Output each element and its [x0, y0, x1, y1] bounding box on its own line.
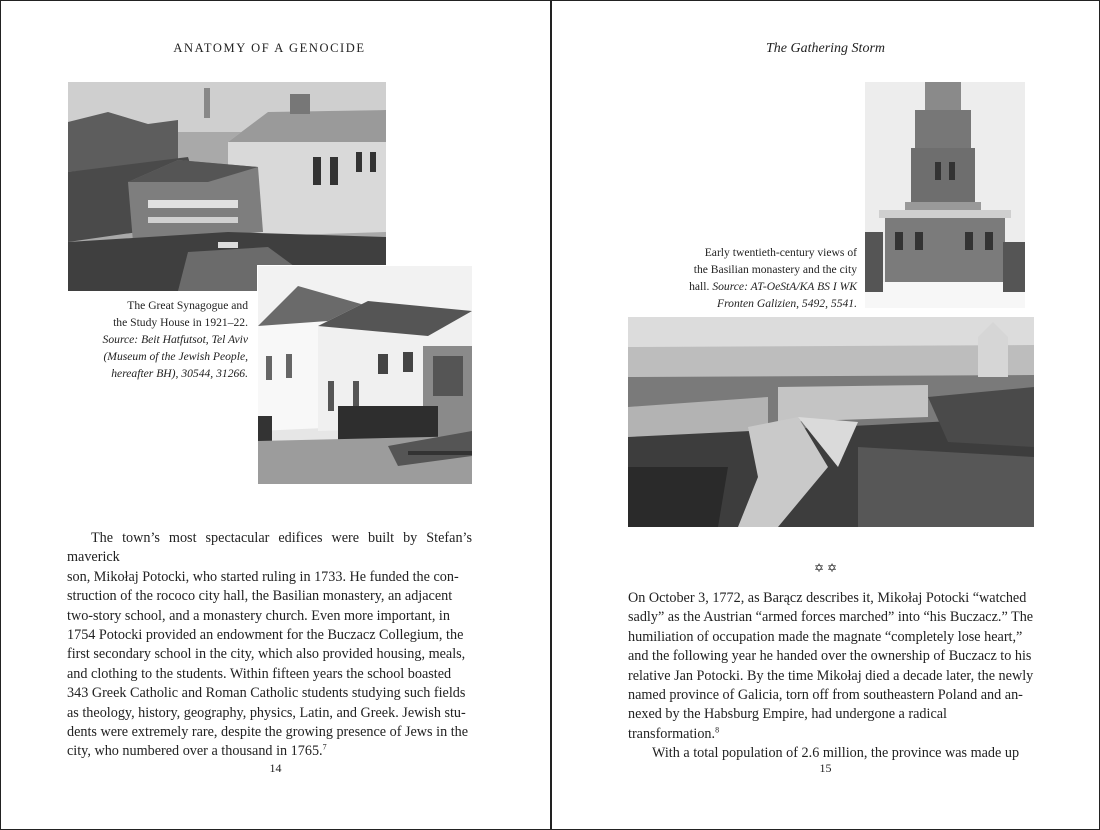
- city-hall-photo: [865, 82, 1025, 308]
- caption-source: (Museum of the Jewish People,: [103, 350, 248, 363]
- text-line: dents were extremely rare, despite the growing presence of Jews in the: [67, 724, 469, 741]
- text-line: [67, 742, 472, 761]
- text-line: son, Mikołaj Potocki, who started ruling in 1733. He funded the con-: [67, 568, 459, 585]
- text-line: and clothing to the students. Within fifteen years the school boasted: [67, 665, 452, 682]
- text-line: as theology, history, geography, physics, Latin, and Greek. Jewish stu-: [67, 704, 466, 721]
- caption-source: hereafter BH), 30544, 31266.: [111, 367, 248, 380]
- left-body-text: [67, 529, 472, 762]
- text-line: named province of Galicia, torn off from southeastern Poland and an-: [628, 687, 1023, 704]
- right-figure-caption: [652, 244, 857, 312]
- text-line: sadly” as the Austrian “armed forces marched” into “his Buczacz.” The: [628, 609, 1034, 626]
- caption-line-text: hall.: [689, 280, 710, 293]
- text-line: With a total population of 2.6 million, the province was made up: [652, 745, 1020, 762]
- text-line: struction of the rococo city hall, the Basilian monastery, an adjacent: [67, 588, 453, 605]
- synagogue-photo: [68, 82, 386, 291]
- page-number-right: 15: [819, 761, 832, 775]
- text-line: and the following year he handed over the ownership of Buczacz to his: [628, 648, 1032, 665]
- running-head-left: ANATOMY OF A GENOCIDE: [173, 41, 366, 55]
- caption-line: The Great Synagogue and: [127, 299, 248, 312]
- town-panorama-photo: [628, 317, 1034, 527]
- text-line: first secondary school in the city, which also provided housing, meals,: [67, 646, 466, 663]
- text-line: humiliation of occupation made the magnate “completely lose heart,”: [628, 628, 1023, 645]
- text-line: two-story school, and a monastery church. Even more important, in: [67, 607, 450, 624]
- caption-source: Fronten Galizien, 5492, 5541.: [717, 297, 857, 310]
- running-head-right: The Gathering Storm: [766, 41, 885, 56]
- caption-line: the Study House in 1921–22.: [113, 316, 248, 329]
- footnote-ref[interactable]: 8: [715, 725, 720, 735]
- text-line: 343 Greek Catholic and Roman Catholic students studying such fields: [67, 685, 466, 702]
- page-number-left: 14: [269, 761, 282, 775]
- study-house-photo: [257, 265, 473, 485]
- text-line-content: nexed by the Habsburg Empire, had undergone a radical transformation.: [628, 706, 947, 742]
- text-line: On October 3, 1772, as Barącz describes it, Mikołaj Potocki “watched: [628, 590, 1027, 606]
- left-page: [1, 1, 550, 829]
- text-line-content: city, who numbered over a thousand in 1765.: [67, 743, 323, 760]
- left-figure-caption: [81, 297, 248, 382]
- caption-line: the Basilian monastery and the city: [693, 263, 857, 276]
- section-break-ornament: ✡ ✡: [813, 561, 838, 575]
- text-line: relative Jan Potocki. By the time Mikołaj died a decade later, the newly: [628, 667, 1034, 684]
- text-line: 1754 Potocki provided an endowment for the Buczacz Collegium, the: [67, 627, 464, 644]
- caption-source: Source: AT-OeStA/KA BS I WK: [712, 280, 857, 293]
- text-line: The town’s most spectacular edifices were built by Stefan’s maverick: [67, 530, 472, 566]
- right-page: [552, 1, 1099, 829]
- caption-source: Source: Beit Hatfutsot, Tel Aviv: [102, 333, 248, 346]
- caption-line: [652, 278, 857, 295]
- footnote-ref[interactable]: 7: [322, 742, 327, 752]
- text-line: [628, 705, 1034, 744]
- caption-line: Early twentieth-century views of: [704, 246, 857, 259]
- right-body-text: [628, 589, 1034, 764]
